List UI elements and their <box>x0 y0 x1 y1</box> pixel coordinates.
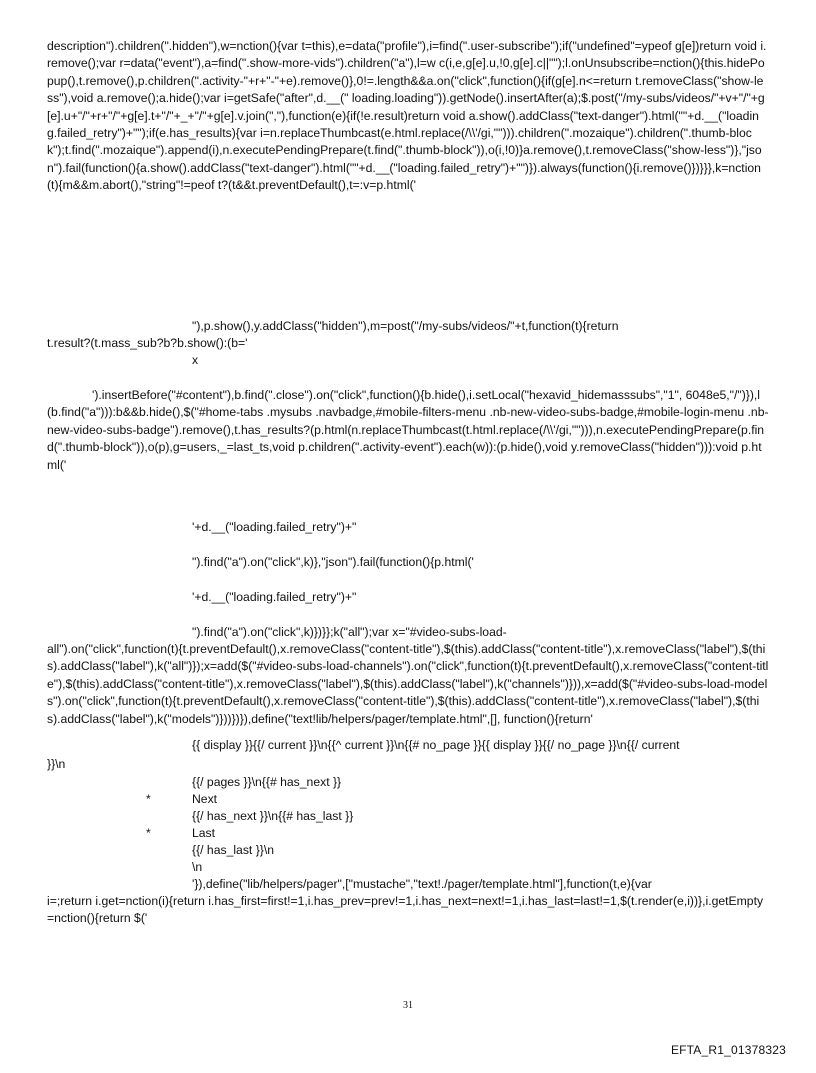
bullet-last: * <box>146 826 151 840</box>
code-line-retry-2: '+d.__("loading.failed_retry")+" <box>192 590 357 604</box>
code-line-cont-1: t.result?(t.mass_sub?b?b.show():(b=' <box>47 336 248 350</box>
template-line-1: {{ display }}{{/ current }}\n{{^ current }}\n{{# no_page }}{{ display }}{{/ no_page }}\n{{/ current <box>192 738 680 752</box>
code-paragraph-1: description").children(".hidden"),w=nction(){var t=this),e=data("profile"),i=find(".user-subscribe");if("undefined"=ypeof g[e])return void i.remove();var r=data("event"),a=find(".show-more-vids").children("a"),l=w c(i,e,g[e].u,!0,g[e].c||"");l.onUnsubscribe=nction(){this.hidePopup(),t.remove(),p.children(".activity-"+r+"-"+e).remove()},0!=.length&&a.on("click",function(){if(g[e].n<=return t.removeClass("show-less"),void a.remove();a.hide();var i=getSafe("after",d.__(" loading.loading")).getNode().insertAfter(a);$.post("/my-subs/videos/"+v+"/"+g[e].u+"/"+r+"/"+g[e].t+"/"+_+"/"+g[e].v.join(","),function(e){if(!e.result)return void a.show().addClass("text-danger").html(""+d.__("loading.failed_retry")+"");if(e.has_results){var i=n.replaceThumbcast(e.html.replace(/\\'/gi,""))).children(".mozaique").children(".thumb-block");t.find(".mozaique").append(i),n.executePendingPrepare(t.find(".thumb-block")),o(i,!0)}a.remove(),t.removeClass("show-less")},"json").fail(function(){a.show().addClass("text-danger").html(""+d.__("loading.failed_retry")+"")}).always(function(){i.remove()})}}},k=nction(t){m&&m.abort(),"string"!=peof t?(t&&t.preventDefault(),t=:v=p.html(' <box>47 39 767 193</box>
code-line-find-1: ").find("a").on("click",k)},"json").fail(function(){p.html(' <box>192 555 474 569</box>
template-line-1-cont: }}\n <box>47 757 66 771</box>
code-line-indent-1: "),p.show(),y.addClass("hidden"),m=post("/my-subs/videos/"+t,function(t){return <box>192 319 619 333</box>
template-line-3: {{/ has_next }}\n{{# has_last }} <box>192 809 354 823</box>
template-last-label: Last <box>192 826 216 840</box>
template-line-4: {{/ has_last }}\n <box>192 843 274 857</box>
bates-stamp: EFTA_R1_01378323 <box>670 1043 786 1057</box>
code-line-x: x <box>192 353 199 367</box>
code-paragraph-2: ').insertBefore("#content"),b.find(".close").on("click",function(){b.hide(),i.setLocal("hexavid_hidemasssubs","1", 6048e5,"/")}),l(b.find("a"))):b&&b.hide(),$("#home-tabs .mysubs .navbadge,#mobile-filters-menu .nb-new-video-subs-badge,#mobile-login-menu .nb-new-video-subs-badge").remove(),t.has_results?(p.html(n.replaceThumbcast(t.html.replace(/\\'/gi,""))),n.executePendingPrepare(p.find(".thumb-block")),o(p),g=users,_=last_ts,void p.children(".activity-event").each(w)):(p.hide(),void y.removeClass("hidden"))):void p.html(' <box>47 388 769 472</box>
code-paragraph-3: all").on("click",function(t){t.preventDefault(),x.removeClass("content-title"),$(this).addClass("content-title"),x.removeClass("label"),$(this).addClass("label"),k("all")});x=add($("#video-subs-load-channels").on("click",function(t){t.preventDefault(),x.removeClass("content-title"),$(this).addClass("content-title"),x.removeClass("label"),$(this).addClass("label"),k("channels")})),x=add($("#video-subs-load-models").on("click",function(t){t.preventDefault(),x.removeClass("content-title"),$(this).addClass("content-title"),x.removeClass("label"),$(this).addClass("label"),k("models")}))})}),define("text!lib/helpers/pager/template.html",[], function(){return' <box>47 642 769 726</box>
page-number: 31 <box>403 1000 413 1011</box>
template-line-5: \n <box>192 860 203 874</box>
template-line-2: {{/ pages }}\n{{# has_next }} <box>192 775 342 789</box>
code-paragraph-4: i=;return i.get=nction(i){return i.has_first=first!=1,i.has_prev=prev!=1,i.has_next=next!=1,i.has_last=last!=1,$(t.render(e,i))},i.getEmpty=nction(){return $(' <box>47 894 764 926</box>
template-line-6: '}),define("lib/helpers/pager",["mustache","text!./pager/template.html"],function(t,e){var <box>192 877 652 891</box>
code-line-retry-1: '+d.__("loading.failed_retry")+" <box>192 520 357 534</box>
bullet-next: * <box>146 792 151 806</box>
template-next-label: Next <box>192 792 218 806</box>
code-line-find-2: ").find("a").on("click",k)})}};k("all");var x="#video-subs-load- <box>192 625 507 639</box>
